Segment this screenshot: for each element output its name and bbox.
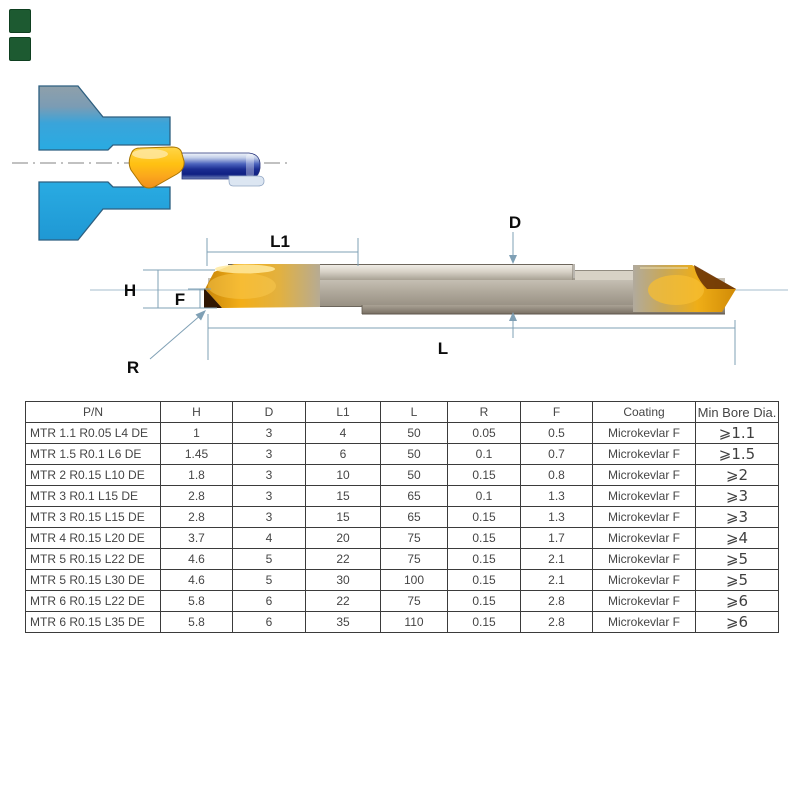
column-header-l1: L1 bbox=[306, 402, 381, 423]
table-cell: 65 bbox=[381, 486, 448, 507]
table-cell: MTR 5 R0.15 L30 DE bbox=[26, 570, 161, 591]
table-cell: 6 bbox=[233, 591, 306, 612]
table-cell: MTR 4 R0.15 L20 DE bbox=[26, 528, 161, 549]
green-marker bbox=[9, 9, 31, 33]
table-cell: 0.05 bbox=[448, 423, 521, 444]
table-cell: 20 bbox=[306, 528, 381, 549]
table-cell: 10 bbox=[306, 465, 381, 486]
table-cell: 65 bbox=[381, 507, 448, 528]
table-cell: ⩾6 bbox=[696, 591, 779, 612]
table-cell: 1.7 bbox=[521, 528, 593, 549]
table-cell: 6 bbox=[306, 444, 381, 465]
workpiece-top-section bbox=[39, 86, 170, 150]
dim-label-L1: L1 bbox=[270, 232, 290, 251]
column-header-f: F bbox=[521, 402, 593, 423]
table-cell: 1 bbox=[161, 423, 233, 444]
table-cell: 2.8 bbox=[161, 507, 233, 528]
table-cell: 2.8 bbox=[521, 612, 593, 633]
table-cell: 3 bbox=[233, 486, 306, 507]
table-cell: 3 bbox=[233, 444, 306, 465]
table-cell: ⩾3 bbox=[696, 507, 779, 528]
column-header-pn: P/N bbox=[26, 402, 161, 423]
table-cell: Microkevlar F bbox=[593, 507, 696, 528]
table-header-row bbox=[26, 402, 779, 423]
table-cell: 2.8 bbox=[521, 591, 593, 612]
table-cell: 3 bbox=[233, 465, 306, 486]
table-cell: MTR 6 R0.15 L22 DE bbox=[26, 591, 161, 612]
table-cell: 110 bbox=[381, 612, 448, 633]
table-cell: 4.6 bbox=[161, 549, 233, 570]
table-cell: 50 bbox=[381, 423, 448, 444]
shank-step bbox=[572, 264, 575, 280]
table-cell: MTR 5 R0.15 L22 DE bbox=[26, 549, 161, 570]
head-glow bbox=[208, 273, 276, 299]
table-row bbox=[26, 591, 779, 612]
column-header-h: H bbox=[161, 402, 233, 423]
table-cell: 5 bbox=[233, 549, 306, 570]
table-cell: 3 bbox=[233, 507, 306, 528]
table-cell: 100 bbox=[381, 570, 448, 591]
table-cell: 22 bbox=[306, 591, 381, 612]
table-cell: 30 bbox=[306, 570, 381, 591]
table-cell: 75 bbox=[381, 549, 448, 570]
table-cell: ⩾5 bbox=[696, 570, 779, 591]
table-cell: 1.3 bbox=[521, 486, 593, 507]
table-cell: ⩾3 bbox=[696, 486, 779, 507]
table-row bbox=[26, 570, 779, 591]
table-cell: Microkevlar F bbox=[593, 612, 696, 633]
table-cell: 3.7 bbox=[161, 528, 233, 549]
table-row bbox=[26, 507, 779, 528]
dim-label-R: R bbox=[126, 358, 140, 377]
spec-table bbox=[25, 401, 779, 633]
table-cell: Microkevlar F bbox=[593, 528, 696, 549]
table-cell: 4 bbox=[306, 423, 381, 444]
dim-label-L: L bbox=[437, 339, 449, 358]
insert-highlight bbox=[132, 149, 168, 159]
table-cell: ⩾6 bbox=[696, 612, 779, 633]
table-cell: MTR 6 R0.15 L35 DE bbox=[26, 612, 161, 633]
tool-photo bbox=[204, 264, 736, 314]
table-cell: 2.1 bbox=[521, 549, 593, 570]
table-cell: 75 bbox=[381, 528, 448, 549]
table-row bbox=[26, 465, 779, 486]
table-cell: ⩾5 bbox=[696, 549, 779, 570]
table-cell: 1.45 bbox=[161, 444, 233, 465]
table-cell: Microkevlar F bbox=[593, 591, 696, 612]
table-row bbox=[26, 528, 779, 549]
table-cell: MTR 3 R0.15 L15 DE bbox=[26, 507, 161, 528]
column-header-coating: Coating bbox=[593, 402, 696, 423]
dim-label-D: D bbox=[508, 213, 522, 232]
table-cell: 50 bbox=[381, 444, 448, 465]
table-cell: MTR 2 R0.15 L10 DE bbox=[26, 465, 161, 486]
table-row bbox=[26, 549, 779, 570]
table-cell: Microkevlar F bbox=[593, 423, 696, 444]
dim-R bbox=[150, 314, 202, 359]
table-cell: 1.8 bbox=[161, 465, 233, 486]
table-cell: MTR 1.5 R0.1 L6 DE bbox=[26, 444, 161, 465]
table-row bbox=[26, 444, 779, 465]
dim-label-F: F bbox=[174, 290, 186, 309]
table-cell: 15 bbox=[306, 507, 381, 528]
table-cell: 35 bbox=[306, 612, 381, 633]
bar-end-highlight bbox=[246, 154, 254, 177]
column-header-d: D bbox=[233, 402, 306, 423]
arrowhead-down bbox=[509, 255, 517, 264]
table-cell: ⩾1.5 bbox=[696, 444, 779, 465]
column-header-r: R bbox=[448, 402, 521, 423]
table-cell: Microkevlar F bbox=[593, 549, 696, 570]
table-cell: 1.3 bbox=[521, 507, 593, 528]
table-cell: 4 bbox=[233, 528, 306, 549]
table-cell: 0.15 bbox=[448, 549, 521, 570]
table-cell: Microkevlar F bbox=[593, 486, 696, 507]
right-tip-glow bbox=[648, 275, 704, 305]
table-cell: MTR 3 R0.1 L15 DE bbox=[26, 486, 161, 507]
dim-L bbox=[208, 314, 735, 365]
bar-flat-step bbox=[229, 176, 264, 186]
table-cell: ⩾1.1 bbox=[696, 423, 779, 444]
table-cell: 2.8 bbox=[161, 486, 233, 507]
table-cell: 5 bbox=[233, 570, 306, 591]
table-cell: ⩾4 bbox=[696, 528, 779, 549]
table-cell: 0.15 bbox=[448, 612, 521, 633]
table-cell: MTR 1.1 R0.05 L4 DE bbox=[26, 423, 161, 444]
head-highlight bbox=[215, 265, 275, 274]
table-cell: 0.7 bbox=[521, 444, 593, 465]
table-cell: 15 bbox=[306, 486, 381, 507]
table-cell: 0.15 bbox=[448, 591, 521, 612]
table-cell: 3 bbox=[233, 423, 306, 444]
table-cell: Microkevlar F bbox=[593, 570, 696, 591]
table-row bbox=[26, 612, 779, 633]
table-cell: Microkevlar F bbox=[593, 465, 696, 486]
table-cell: 0.15 bbox=[448, 570, 521, 591]
tool-dimension-drawing bbox=[80, 198, 800, 393]
table-cell: 0.15 bbox=[448, 528, 521, 549]
dim-label-H: H bbox=[123, 281, 137, 300]
table-cell: 22 bbox=[306, 549, 381, 570]
table-cell: 0.5 bbox=[521, 423, 593, 444]
table-cell: Microkevlar F bbox=[593, 444, 696, 465]
column-header-l: L bbox=[381, 402, 448, 423]
table-cell: 0.1 bbox=[448, 444, 521, 465]
table-cell: 5.8 bbox=[161, 612, 233, 633]
table-cell: 6 bbox=[233, 612, 306, 633]
table-cell: 0.15 bbox=[448, 465, 521, 486]
table-cell: 0.8 bbox=[521, 465, 593, 486]
table-row bbox=[26, 423, 779, 444]
table-cell: 0.1 bbox=[448, 486, 521, 507]
arrowhead-r bbox=[196, 310, 207, 321]
table-cell: 50 bbox=[381, 465, 448, 486]
table-cell: 0.15 bbox=[448, 507, 521, 528]
table-cell: ⩾2 bbox=[696, 465, 779, 486]
table-cell: 5.8 bbox=[161, 591, 233, 612]
table-cell: 75 bbox=[381, 591, 448, 612]
column-header-min-bore: Min Bore Dia. bbox=[696, 402, 779, 423]
table-row bbox=[26, 486, 779, 507]
table-cell: 2.1 bbox=[521, 570, 593, 591]
table-cell: 4.6 bbox=[161, 570, 233, 591]
